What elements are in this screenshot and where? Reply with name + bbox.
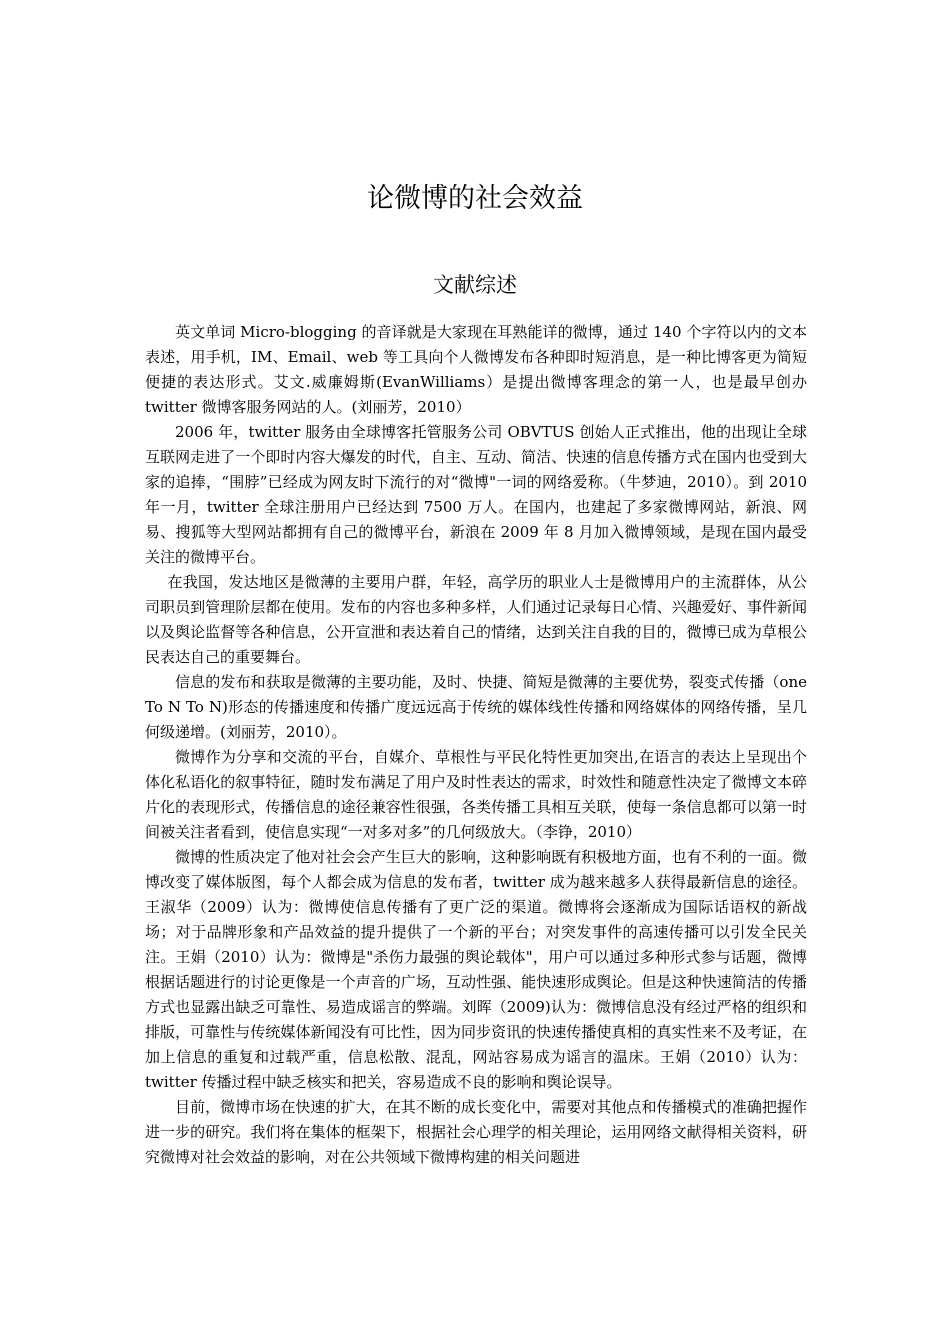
paragraph-6: 微博的性质决定了他对社会会产生巨大的影响，这种影响既有积极地方面，也有不利的一面。微博改变了媒体版图，每个人都会成为信息的发布者，twitter 成为越来越多人获得最新信息的途径。王淑华（2009）认为：微博使信息传播有了更广泛的渠道。微博将会逐渐成为国际话语权的新战场；对于品牌形象和产品效益的提升提供了一个新的平台；对突发事件的高速传播可以引发全民关注。王娟（2010）认为：微博是"杀伤力最强的舆论载体"，用户可以通过多种形式参与话题，微博根据话题进行的讨论更像是一个声音的广场，互动性强、能快速形成舆论。但是这种快速简洁的传播方式也显露出缺乏可靠性、易造成谣言的弊端。刘晖（2009)认为：微博信息没有经过严格的组织和排版，可靠性与传统媒体新闻没有可比性，因为同步资讯的快速传播使真相的真实性来不及考证，在加上信息的重复和过载严重，信息松散、混乱，网站容易成为谣言的温床。王娟（2010）认为：twitter 传播过程中缺乏核实和把关，容易造成不良的影响和舆论误导。: [145, 848, 807, 1091]
paragraph-3: 在我国，发达地区是微薄的主要用户群，年轻，高学历的职业人士是微博用户的主流群体，从公司职员到管理阶层都在使用。发布的内容也多种多样，人们通过记录每日心情、兴趣爱好、事件新闻以及舆论监督等各种信息，公开宣泄和表达着自己的情绪，达到关注自我的目的，微博已成为草根公民表达自己的重要舞台。: [145, 573, 807, 666]
paragraph-7: 目前，微博市场在快速的扩大，在其不断的成长变化中，需要对其他点和传播模式的准确把握作进一步的研究。我们将在集体的框架下，根据社会心理学的相关理论，运用网络文献得相关资料，研究微博对社会效益的影响，对在公共领域下微博构建的相关问题进: [145, 1098, 807, 1166]
document-body: [145, 320, 807, 1170]
section-heading: 文献综述: [433, 273, 517, 297]
paragraph-2: 2006 年，twitter 服务由全球博客托管服务公司 OBVTUS 创始人正式推出，他的出现让全球互联网走进了一个即时内容大爆发的时代，自主、互动、简洁、快速的信息传播方式在国内也受到大家的追捧，“围脖”已经成为网友时下流行的对“微博"一词的网络爱称。（牛梦迪，2010）。到 2010 年一月，twitter 全球注册用户已经达到 7500 万人。在国内，也建起了多家微博网站，新浪、网易、搜狐等大型网站都拥有自己的微博平台，新浪在 2009 年 8 月加入微博领域，是现在国内最受关注的微博平台。: [145, 423, 807, 566]
paragraph-4: 信息的发布和获取是微薄的主要功能，及时、快捷、简短是微薄的主要优势，裂变式传播（one To N To N)形态的传播速度和传播广度远远高于传统的媒体线性传播和网络媒体的网络传播，呈几何级递增。(刘丽芳，2010）。: [145, 673, 807, 741]
document-title: 论微博的社会效益: [367, 183, 583, 214]
paragraph-1: 英文单词 Micro-blogging 的音译就是大家现在耳熟能详的微博，通过 140 个字符以内的文本表述，用手机，IM、Email、web 等工具向个人微博发布各种即时短消息，是一种比博客更为简短便捷的表达形式。艾文.威廉姆斯(EvanWilliams）是提出微博客理念的第一人，也是最早创办 twitter 微博客服务网站的人。(刘丽芳，2010）: [145, 323, 807, 416]
paragraph-5: 微博作为分享和交流的平台，自媒介、草根性与平民化特性更加突出,在语言的表达上呈现出个体化私语化的叙事特征，随时发布满足了用户及时性表达的需求，时效性和随意性决定了微博文本碎片化的表现形式，传播信息的途径兼容性很强，各类传播工具相互关联，使每一条信息都可以第一时间被关注者看到，使信息实现“一对多对多”的几何级放大。（李铮，2010）: [145, 748, 807, 841]
